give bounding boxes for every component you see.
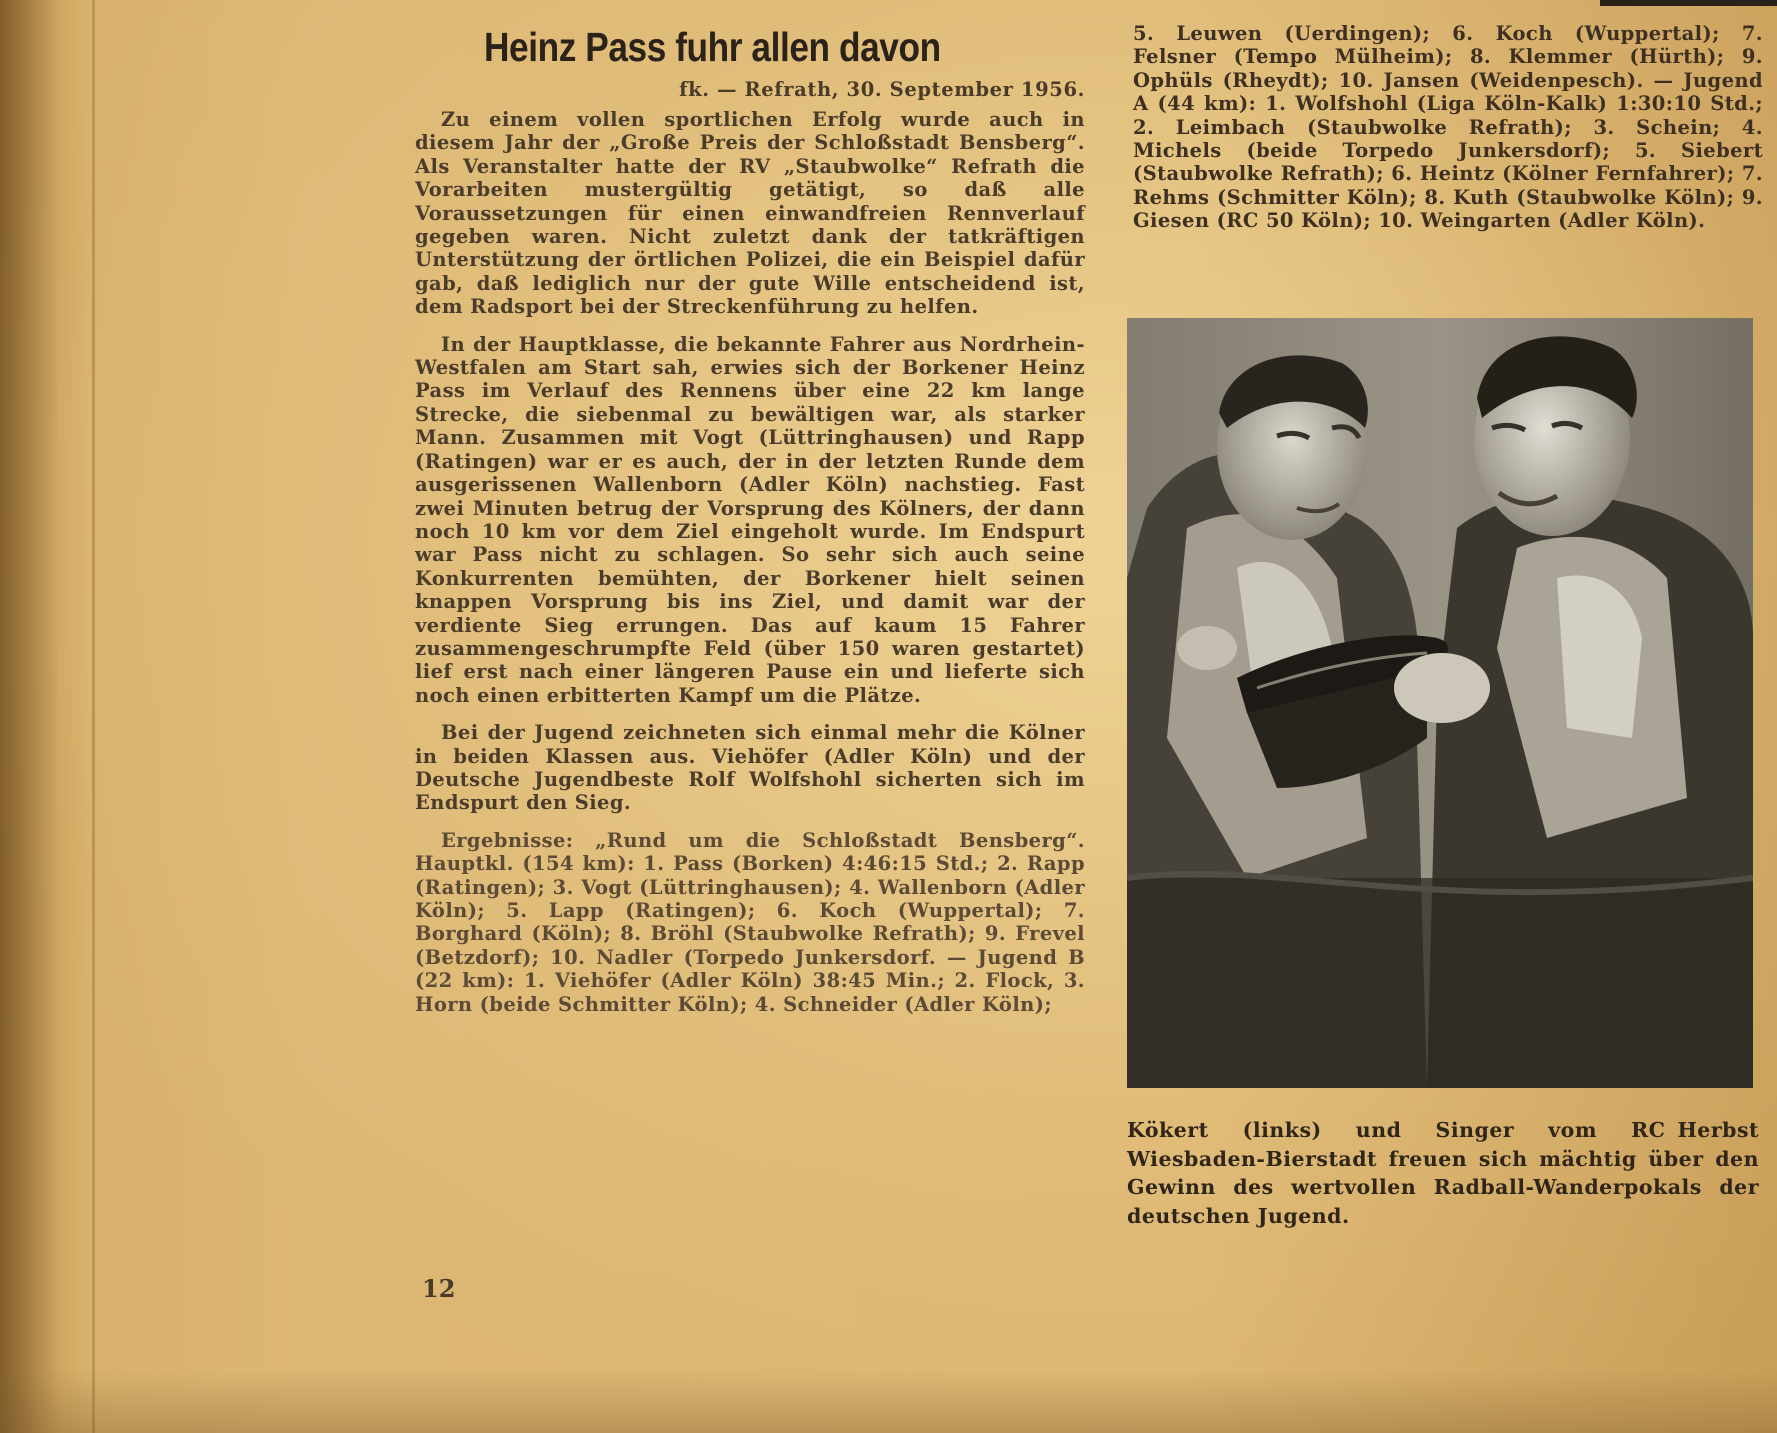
binding-shadow bbox=[0, 0, 60, 1433]
photo-caption-text: Kökert (links) und Singer vom RC Wiesbaden-Bierstadt freuen sich mächtig über den Gewinn des wertvollen Radball-Wanderpokals der deutschen Jugend. bbox=[1127, 1118, 1759, 1228]
results-continuation bbox=[1133, 22, 1763, 233]
article-paragraph: Bei der Jugend zeichneten sich einmal mehr die Kölner in beiden Klassen aus. Viehöfer (Adler Köln) und der Deutsche Jugendbeste Rolf Wolfshohl sicherten sich im Endspurt den Sieg. bbox=[415, 721, 1085, 815]
bottom-shadow bbox=[0, 1370, 1777, 1433]
page-fold bbox=[92, 0, 95, 1433]
results-continuation-text: 5. Leuwen (Uerdingen); 6. Koch (Wuppertal); 7. Felsner (Tempo Mülheim); 8. Klemmer (Hürth); 9. Ophüls (Rheydt); 10. Jansen (Weidenpesch). — Jugend A (44 km): 1. Wolfshohl (Liga Köln-Kalk) 1:30:10 Std.; 2. Leimbach (Staubwolke Refrath); 3. Schein; 4. Michels (beide Torpedo Junkersdorf); 5. Siebert (Staubwolke Refrath); 6. Heintz (Kölner Fernfahrer); 7. Rehms (Schmitter Köln); 8. Kuth (Staubwolke Köln); 9. Giesen (RC 50 Köln); 10. Weingarten (Adler Köln). bbox=[1133, 22, 1763, 233]
article-paragraph: Zu einem vollen sportlichen Erfolg wurde auch in diesem Jahr der „Große Preis der Schloßstadt Bensberg“. Als Veranstalter hatte der RV „Staubwolke“ Refrath die Vorarbeiten mustergültig getätigt, so daß alle Voraussetzungen für einen einwandfreien Rennverlauf gegeben waren. Nicht zuletzt dank der tatkräftigen Unterstützung der örtlichen Polizei, die ein Beispiel dafür gab, daß lediglich nur der gute Wille entscheidend ist, dem Radsport bei der Streckenführung zu helfen. bbox=[415, 108, 1085, 319]
article-dateline: fk. — Refrath, 30. September 1956. bbox=[679, 78, 1085, 101]
photo-credit: Herbst bbox=[1677, 1118, 1759, 1142]
news-photo bbox=[1127, 318, 1753, 1088]
article-paragraph: In der Hauptklasse, die bekannte Fahrer aus Nordrhein-Westfalen am Start sah, erwies sich der Borkener Heinz Pass im Verlauf des Rennens über eine 22 km lange Strecke, die siebenmal zu bewältigen war, als starker Mann. Zusammen mit Vogt (Lüttringhausen) und Rapp (Ratingen) war er es auch, der in der letzten Runde dem ausgerissenen Wallenborn (Adler Köln) nachstieg. Fast zwei Minuten betrug der Vorsprung des Kölners, der dann noch 10 km vor dem Ziel eingeholt wurde. Im Endspurt war Pass nicht zu schlagen. So sehr sich auch seine Konkurrenten bemühten, der Borkener hielt seinen knappen Vorsprung bis ins Ziel, und damit war der verdiente Sieg errungen. Das auf kaum 15 Fahrer zusammengeschrumpfte Feld (über 150 waren gestartet) lief erst nach einer längeren Pause ein und lieferte sich noch einen erbitterten Kampf um die Plätze. bbox=[415, 332, 1085, 707]
photo-caption bbox=[1127, 1116, 1759, 1230]
article-body bbox=[415, 108, 1085, 1030]
article-headline: Heinz Pass fuhr allen davon bbox=[484, 24, 941, 70]
page-number: 12 bbox=[422, 1274, 456, 1303]
page-edge bbox=[1600, 0, 1777, 6]
photo-two-players-with-trophy bbox=[1127, 318, 1753, 1088]
results-paragraph: Ergebnisse: „Rund um die Schloßstadt Bensberg“. Hauptkl. (154 km): 1. Pass (Borken) 4:46:15 Std.; 2. Rapp (Ratingen); 3. Vogt (Lüttringhausen); 4. Wallenborn (Adler Köln); 5. Lapp (Ratingen); 6. Koch (Wuppertal); 7. Borghard (Köln); 8. Bröhl (Staubwolke Refrath); 9. Frevel (Betzdorf); 10. Nadler (Torpedo Junkersdorf. — Jugend B (22 km): 1. Viehöfer (Adler Köln) 38:45 Min.; 2. Flock, 3. Horn (beide Schmitter Köln); 4. Schneider (Adler Köln); bbox=[415, 828, 1085, 1016]
